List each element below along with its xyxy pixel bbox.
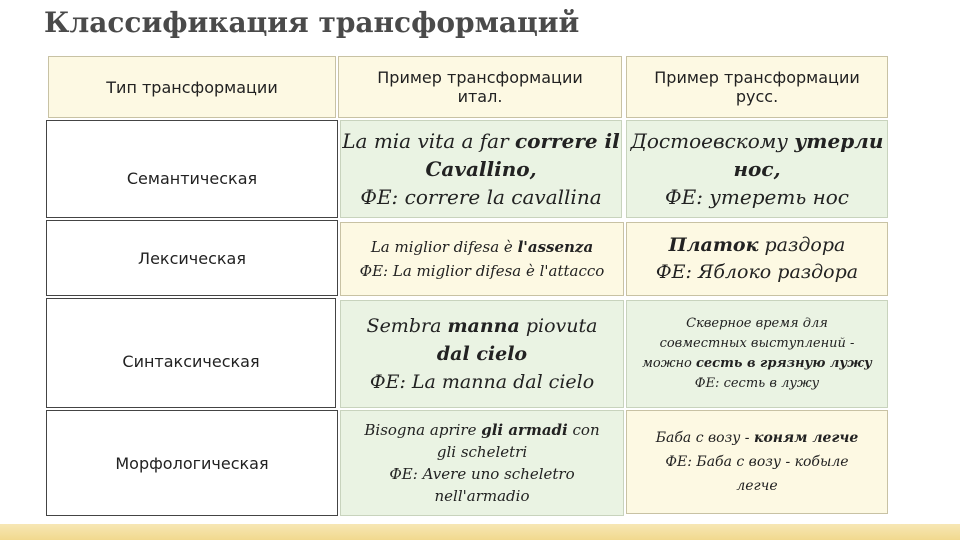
header-italian-line1: Пример трансформации [377,68,583,87]
row-semantic-russian-line1: Достоевскому утерли [630,129,884,153]
row-syntactic-italian-line3: ФЕ: La manna dal cielo [369,371,595,393]
header-russian-line2: русс. [735,87,779,106]
header-type [48,56,336,118]
row-semantic-italian [340,120,622,218]
row-syntactic-type [46,298,336,408]
row-morphological-italian [340,410,624,516]
bottom-decorative-bar [0,524,960,540]
row-semantic-type [46,120,338,218]
row-semantic-russian-line2: нос, [733,157,781,181]
row-morphological-italian-line1: Bisogna aprire gli armadi con [364,421,600,439]
header-italian [338,56,622,118]
row-lexical-italian-line1: La miglior difesa è l'assenza [370,238,594,256]
row-syntactic-russian-line2: совместных выступлений - [659,336,855,351]
row-morphological-label: Морфологическая [115,453,269,473]
row-morphological-type [46,410,338,516]
row-morphological-russian [626,410,888,514]
row-syntactic-italian-line2: dal cielo [436,343,528,365]
row-syntactic-russian-line3: можно сесть в грязную лужу [642,356,872,371]
row-semantic-italian-line1: La mia vita a far correre il [342,129,620,153]
row-syntactic-russian [626,300,888,408]
row-morphological-italian-line4: nell'armadio [434,487,530,505]
row-lexical-italian-line2: ФЕ: La miglior difesa è l'attacco [359,262,605,280]
row-syntactic-italian [340,300,624,408]
row-semantic-italian-line2: Cavallino, [425,157,537,181]
row-syntactic-russian-line1: Скверное время для [686,316,828,331]
row-syntactic-russian-line4: ФЕ: сесть в лужу [694,376,820,391]
row-lexical-russian [626,222,888,296]
row-syntactic-label: Синтаксическая [122,351,260,371]
row-semantic-russian [626,120,888,218]
row-morphological-russian-line3: легче [736,478,778,494]
row-lexical-russian-line1: Платок раздора [668,234,846,256]
row-morphological-italian-line2: gli scheletri [436,443,528,461]
header-type-label: Тип трансформации [106,77,278,97]
row-morphological-russian-line1: Баба с возу - коням легче [655,430,859,446]
header-russian-line1: Пример трансформации [654,68,860,87]
row-semantic-russian-line3: ФЕ: утереть нос [665,185,849,209]
row-morphological-russian-line2: ФЕ: Баба с возу - кобыле [665,454,849,470]
header-italian-line2: итал. [457,87,503,106]
row-morphological-italian-line3: ФЕ: Avere uno scheletro [389,465,575,483]
header-russian [626,56,888,118]
row-semantic-italian-line3: ФЕ: correre la cavallina [360,185,602,209]
row-lexical-label: Лексическая [138,248,246,268]
row-lexical-russian-line2: ФЕ: Яблоко раздора [655,261,859,283]
row-syntactic-italian-line1: Sembra manna piovuta [366,315,598,337]
row-lexical-type [46,220,338,296]
row-lexical-italian [340,222,624,296]
row-semantic-label: Семантическая [126,168,258,188]
slide-title: Классификация трансформаций [44,6,580,39]
